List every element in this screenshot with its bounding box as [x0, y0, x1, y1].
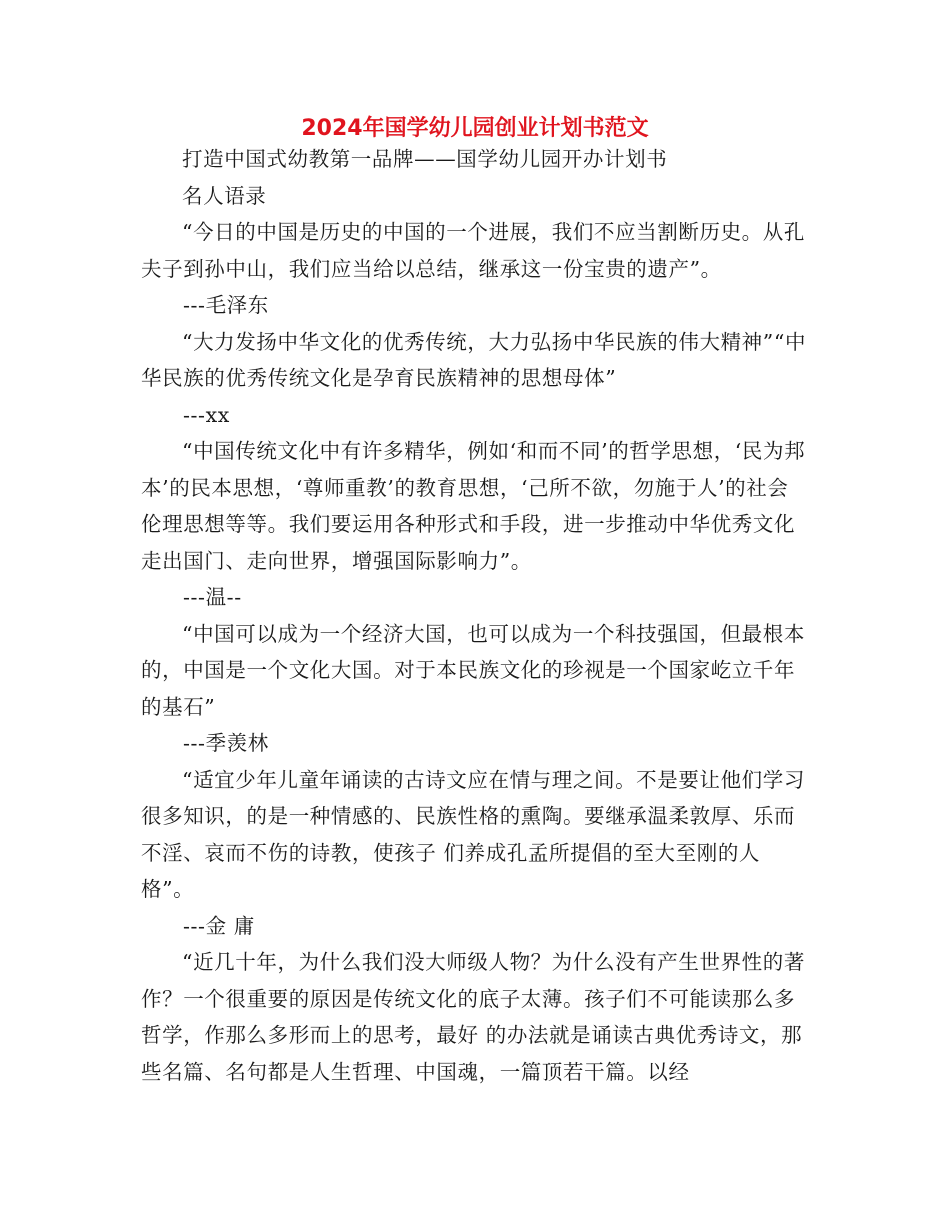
quote-author: ---毛泽东 [183, 293, 269, 317]
section-heading: 名人语录 [182, 183, 267, 208]
quote-author: ---xx [183, 402, 230, 427]
quote-paragraph: “近几十年，为什么我们没大师级人物？为什么没有产生世界性的著作？一个很重要的原因是传统文化的底子太薄。孩子们不可能读那么多哲学，作那么多形而上的思考，最好 的办法就是诵读古典优秀诗文，那些名篇、名句都是人生哲理、中国魂，一篇顶若干篇。以经 [141, 950, 805, 1084]
document-body [141, 141, 809, 1090]
quote-author: ---季羡林 [183, 731, 269, 755]
quote-paragraph: “今日的中国是历史的中国的一个进展，我们不应当割断历史。从孔夫子到孙中山，我们应当给以总结，继承这一份宝贵的遗产”。 [141, 220, 805, 281]
quote-author: ---金 庸 [183, 913, 255, 938]
document-title: 2024年国学幼儿园创业计划书范文 [301, 116, 649, 141]
quote-paragraph: “中国传统文化中有许多精华，例如‘和而不同’的哲学思想，‘民为邦本’的民本思想，‘尊师重教’的教育思想，‘己所不欲，勿施于人’的社会伦理思想等等。我们要运用各种形式和手段，进一步推动中华优秀文化走出国门、走向世界，增强国际影响力”。 [141, 439, 806, 573]
quote-author: ---温-- [183, 585, 242, 609]
subtitle-paragraph: 打造中国式幼教第一品牌——国学幼儿园开办计划书 [182, 147, 668, 171]
quote-paragraph: “适宜少年儿童年诵读的古诗文应在情与理之间。不是要让他们学习很多知识，的是一种情感的、民族性格的熏陶。要继承温柔敦厚、乐而不淫、哀而不伤的诗教，使孩子 们养成孔孟所提倡的至大至刚的人格”。 [141, 767, 805, 901]
quote-paragraph: “中国可以成为一个经济大国，也可以成为一个科技强国，但最根本的，中国是一个文化大国。对于本民族文化的珍视是一个国家屹立千年的基石” [141, 621, 805, 719]
quote-paragraph: “大力发扬中华文化的优秀传统，大力弘扬中华民族的伟大精神”“中华民族的优秀传统文化是孕育民族精神的思想母体” [141, 329, 807, 390]
